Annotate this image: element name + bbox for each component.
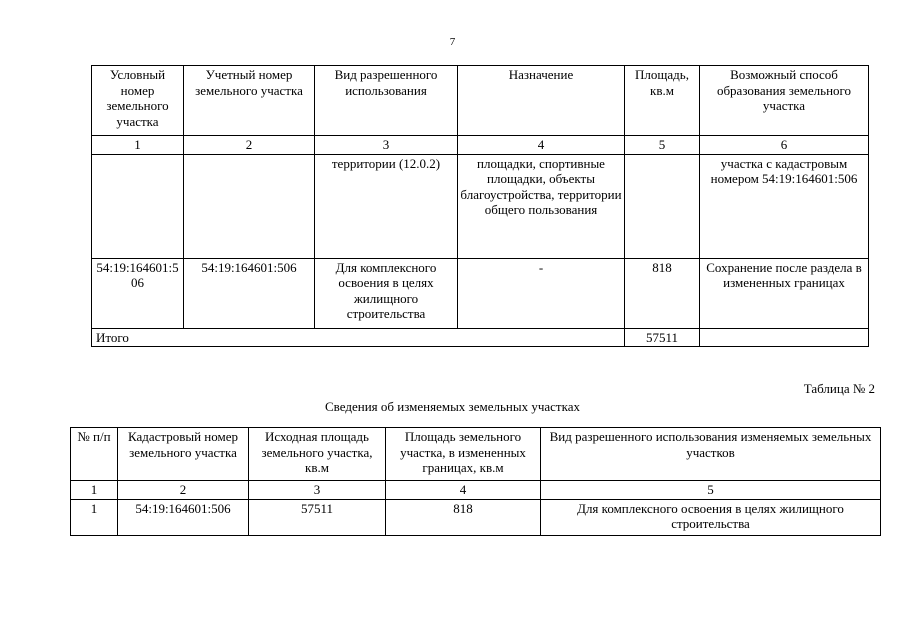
column-number: 4 — [458, 136, 625, 155]
table-row — [92, 154, 869, 258]
table-cell: 54:19:164601:506 — [184, 258, 315, 328]
table-cell — [625, 154, 700, 258]
column-number: 3 — [249, 481, 386, 500]
header-cell: Кадастровый номер земельного участка — [118, 428, 249, 481]
column-number-row — [71, 481, 881, 500]
table-cell: 54:19:164601:506 — [92, 258, 184, 328]
table-cell — [92, 154, 184, 258]
land-plots-table — [91, 65, 869, 347]
column-number: 4 — [386, 481, 541, 500]
header-cell: Условный номер земельного участка — [92, 66, 184, 136]
header-cell: Вид разрешенного использования — [315, 66, 458, 136]
total-row — [92, 328, 869, 347]
table-cell: 818 — [625, 258, 700, 328]
column-number: 6 — [700, 136, 869, 155]
header-cell: Площадь, кв.м — [625, 66, 700, 136]
changed-plots-table — [70, 427, 881, 536]
total-value: 57511 — [625, 328, 700, 347]
table-header-row — [92, 66, 869, 136]
table-cell: участка с кадастровым номером 54:19:164601:506 — [700, 154, 869, 258]
column-number-row — [92, 136, 869, 155]
table-cell: 54:19:164601:506 — [118, 499, 249, 535]
table-header-row — [71, 428, 881, 481]
total-empty-cell — [700, 328, 869, 347]
table-label: Таблица № 2 — [803, 381, 875, 396]
table-cell: площадки, спортивные площадки, объекты благоустройства, территории общего пользования — [458, 154, 625, 258]
header-cell: Возможный способ образования земельного участка — [700, 66, 869, 136]
table-title: Сведения об изменяемых земельных участках — [325, 399, 580, 414]
column-number: 2 — [118, 481, 249, 500]
column-number: 5 — [625, 136, 700, 155]
header-cell: Вид разрешенного использования изменяемых земельных участков — [541, 428, 881, 481]
table-cell: Для комплексного освоения в целях жилищного строительства — [315, 258, 458, 328]
table-cell: 818 — [386, 499, 541, 535]
table-cell: Для комплексного освоения в целях жилищного строительства — [541, 499, 881, 535]
page-number: 7 — [449, 36, 456, 48]
column-number: 1 — [71, 481, 118, 500]
column-number: 2 — [184, 136, 315, 155]
column-number: 3 — [315, 136, 458, 155]
table-cell: Сохранение после раздела в измененных границах — [700, 258, 869, 328]
header-cell: Учетный номер земельного участка — [184, 66, 315, 136]
header-cell: Площадь земельного участка, в измененных границах, кв.м — [386, 428, 541, 481]
total-label: Итого — [92, 328, 625, 347]
header-cell: Назначение — [458, 66, 625, 136]
header-cell: № п/п — [71, 428, 118, 481]
table-row — [92, 258, 869, 328]
table-cell: - — [458, 258, 625, 328]
table-cell: 57511 — [249, 499, 386, 535]
table-row — [71, 499, 881, 535]
table-cell — [184, 154, 315, 258]
column-number: 1 — [92, 136, 184, 155]
table-cell: территории (12.0.2) — [315, 154, 458, 258]
table-cell: 1 — [71, 499, 118, 535]
column-number: 5 — [541, 481, 881, 500]
header-cell: Исходная площадь земельного участка, кв.м — [249, 428, 386, 481]
